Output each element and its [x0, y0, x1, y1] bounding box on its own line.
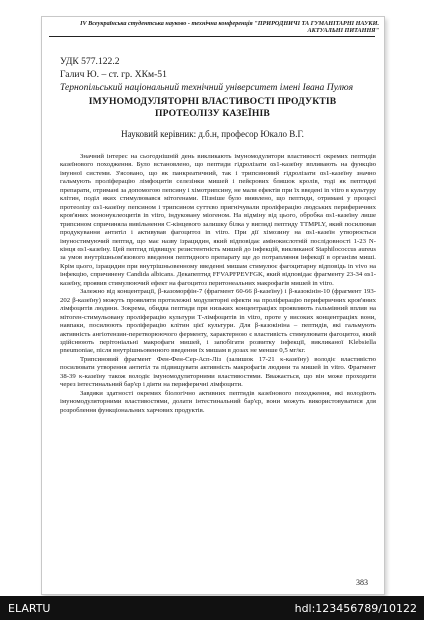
- title-line-2: ПРОТЕОЛІЗУ КАЗЕЇНІВ: [155, 108, 270, 119]
- conference-header-line2: АКТУАЛЬНІ ПИТАННЯ": [307, 27, 379, 35]
- conference-header: [46, 20, 379, 35]
- scientific-advisor: Науковий керівник: д.б.н, професор Юкало В.Г.: [121, 129, 304, 139]
- repository-name: ELARTU: [8, 602, 51, 615]
- article-body: [60, 153, 376, 415]
- body-paragraph: Залежно від концентрації, β-казоморфін-7 (фрагмент 60-66 β-казеїну) і β-казокінін-10 (фрагмент 193-202 β-казеїну) можуть проявляти протилежні модуляторні ефекти на проліферацію периферичних кров'яних лімфоцитів людини. Зокрема, обидва пептиди при низьких концентраціях проявляють гальмівний вплив на мітоген-стимульовану проліферацію культури Т-лімфоцитів in vitro, проте у високих концентраціях вони, навпаки, посилюють проліферацію клітин цієї культури. Для β-казокініна – пептидів, які гальмують активність ангіотензин-перетворюючого ферменту, характерною є властивість стимулювати фагоцитоз, який здійснюють перітоніальні макрофаги мишей, і запобігати розвитку інфекції, викликаної Klebsiella pneumoniae, після внутрішньовенного введення їх мишам в дозах не менше 0,5 мг/кг.: [60, 288, 376, 355]
- body-paragraph: Завдяки здатності окремих біологічно активних пептидів казеїнового походження, які володіють імуномодуляторними властивостями, долати інтестинальний бар'єр, вони можуть використовуватися для розроблення функціональних харчових продуктів.: [60, 389, 376, 414]
- title-line-1: ІМУНОМОДУЛЯТОРНІ ВЛАСТИВОСТІ ПРОДУКТІВ: [88, 96, 337, 107]
- page-number: 383: [356, 578, 368, 587]
- handle-link[interactable]: hdl:123456789/10122: [294, 602, 417, 615]
- body-paragraph: Значний інтерес на сьогоднішній день викликають імуномодулятори властивості окремих пептидів казеїнового походження. Було встановлено, що пептиди гідролізати αs1-казеїну впливають на функцію імунної системи. З'ясовано, що як панкреатичний, так і трипсиновий гідролізати αs1-казеїну значно гальмують проліферацію лімфоцитів селезінки мишей і пейєрових бляшок кролів, тоді як пептидні препарати, отримані за допомогою пепсину і хімотрипсину, не мали ефектів при їх введені in vitro в культуру клітин, поділ яких стимулювався мітогенами. Пізніше було виявлено, що пептиди, отримані у процесі протеолізу αs1-казеїну пепсином і трипсином суттєво пригнічували проліферацію людських периферичних кров'яних мононуклеоцитів in vitro, індуковану міогеном. На відміну від цього, обробка αs1-казеїну лише трипсином спричиняла вивільнення С-кінцевого залишку білка у вигляді пептиду TTMPLY, який посилював продукування антитіл і активував фагоцитоз in vitro. При дії хімозину на αs1-казеїн утворюється імуностимуючий пептид, що має назву ізрацидин, який відповідає амінокислотній послідовності 1-23 N-кінця αs1-казеїну. Цей пептид підвищує резистентність мишей до інфекцій, викликаної Staphilococcus aureus за умов внутрішньом'язового введення пептидного препарату ще до потрапляння інфекції в організм миші. Крім цього, ізрацидин при внутрішньовенному введенні мишам стимулює фагоцитарну відповідь in vivo на інфекцію, спричинену Candida albicans. Декапептид FFVAPFPEVFGK, який відповідає фрагменту 23-34 αs1-казеїну, проявив стимулюючий ефект на фагоцитоз перитонеальних макрофагів мишей in vitro.: [60, 153, 376, 287]
- body-paragraph: Трипсиновий фрагмент Фен-Фен-Сер-Асп-Ліз (залишок 17-21 κ-казеїну) володіє властивістю посилювати утворення антитіл та підвищувати активність макрофагів людини та мишей in vitro. Фрагмент 38-39 κ-казеїну також володіє імуномодуляторними властивостями. Вважається, що він може проходити через інтестинальний бар'єр і діяти на периферичні лімфоцити.: [60, 355, 376, 389]
- repository-footer: [0, 596, 424, 620]
- affiliation-line: Тернопільський національний технічний університет імені Івана Пулюя: [60, 82, 354, 93]
- udc-code: УДК 577.122.2: [60, 56, 120, 67]
- article-title: [46, 96, 379, 120]
- author-line: Галич Ю. – ст. гр. ХКм-51: [60, 69, 167, 80]
- header-divider: [49, 36, 375, 37]
- conference-header-line1: IV Всеукраїнська студентська науково - технічна конференція "ПРИРОДНИЧІ ТА ГУМАНІТАРНІ НАУКИ.: [80, 20, 379, 27]
